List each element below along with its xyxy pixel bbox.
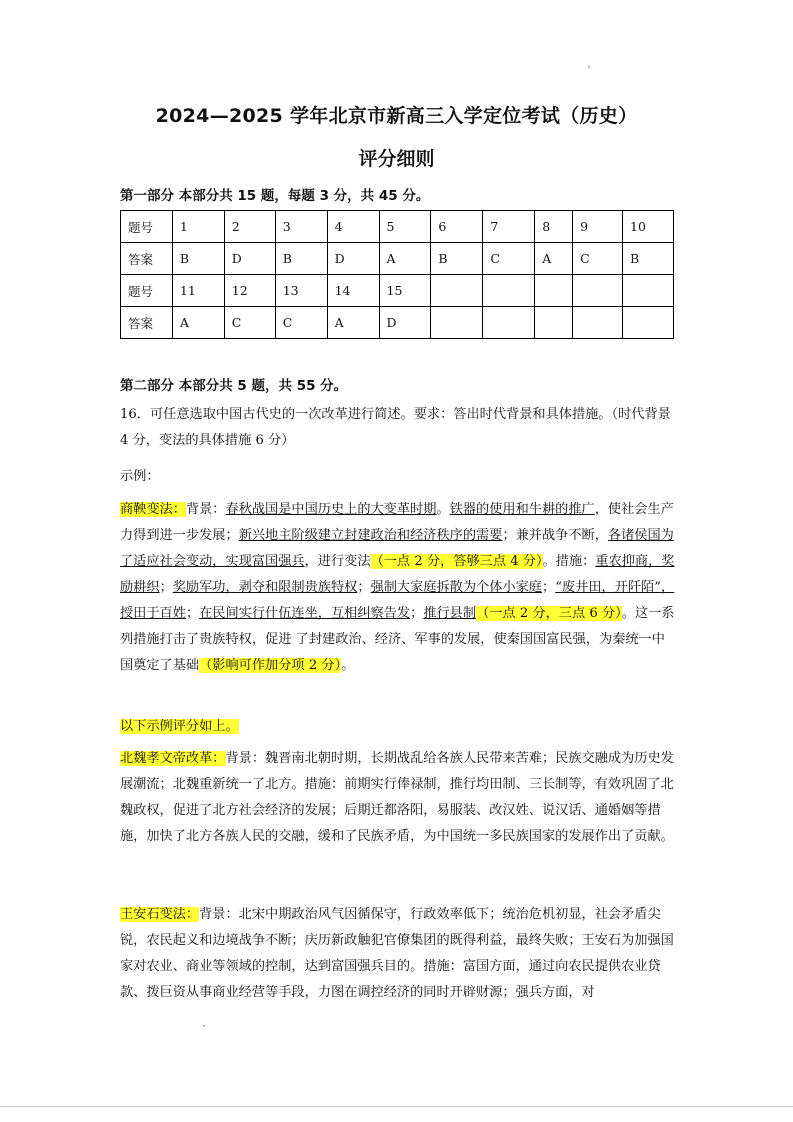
answer-cell: C xyxy=(224,307,275,339)
answer-cell: 8 xyxy=(535,211,573,243)
answer-cell xyxy=(483,307,535,339)
answer-cell: 9 xyxy=(573,211,623,243)
text-segment: ，使社会生产力得到进一步发展； xyxy=(120,502,674,543)
shang-yang-answer xyxy=(120,497,676,679)
beiwei-text: 背景：魏晋南北朝时期，长期战乱给各族人民带来苦难；民族交融成为历史发展潮流；北魏重新统一了北方。措施：前期实行俸禄制，推行均田制、三长制等，有效巩固了北魏政权，促进了北方社会经济的发展；后期迁都洛阳，易服装、改汉姓、说汉话、通婚姻等措施，加快了北方各族人民的交融，缓和了民族矛盾，为中国统一多民族国家的发展作出了贡献。 xyxy=(120,751,674,844)
answer-cell: 6 xyxy=(431,211,483,243)
speck-mark xyxy=(203,1025,205,1027)
scoring-point: 在民间实行什伍连坐，互相纠察告发 xyxy=(199,606,411,621)
example-label: 示例： xyxy=(120,469,160,484)
answer-cell: D xyxy=(224,243,275,275)
row-header-cell: 题号 xyxy=(121,275,173,307)
answer-cell: 2 xyxy=(224,211,275,243)
answer-cell: 14 xyxy=(327,275,379,307)
answer-table xyxy=(120,210,674,339)
scoring-note-text: 以下示例评分如上。 xyxy=(120,719,239,734)
scoring-point: 重农抑商，奖励耕织 xyxy=(120,554,675,595)
answer-cell xyxy=(431,307,483,339)
speck-mark xyxy=(588,66,590,68)
answer-cell: 15 xyxy=(379,275,431,307)
answer-table-row xyxy=(121,307,674,339)
score-note: （一点 2 分，答够三点 4 分） xyxy=(370,554,543,569)
answer-cell: 7 xyxy=(483,211,535,243)
scoring-point: 春秋战国是中国历史上的大变革时期 xyxy=(225,502,437,517)
scoring-point: 推行县制 xyxy=(423,606,477,621)
answer-cell: 5 xyxy=(379,211,431,243)
scoring-point: “废井田，开阡陌”，授田于百姓 xyxy=(120,580,675,621)
text-segment: ； xyxy=(410,606,424,621)
answer-table-body xyxy=(121,211,674,339)
answer-cell: 1 xyxy=(172,211,224,243)
part2-heading: 第二部分 本部分共 5 题，共 55 分。 xyxy=(120,378,348,394)
question-16: 16．可任意选取中国古代史的一次改革进行简述。要求：答出时代背景和具体措施。（时代背景 4 分，变法的具体措施 6 分） xyxy=(120,407,671,448)
answer-cell xyxy=(431,275,483,307)
scoring-point: 强制大家庭拆散为个体小家庭 xyxy=(370,580,542,595)
part1-heading: 第一部分 本部分共 15 题，每题 3 分，共 45 分。 xyxy=(120,188,430,204)
text-segment: ； xyxy=(357,580,371,595)
answer-cell: A xyxy=(172,307,224,339)
answer-cell: 12 xyxy=(224,275,275,307)
row-header-cell: 题号 xyxy=(121,211,173,243)
text-segment: 。这一系列措施打击了贵族特权，促进 了封建政治、经济、军事的发展，使秦国国富民强，为秦统一中国奠定了基础 xyxy=(120,606,675,673)
answer-cell: A xyxy=(535,243,573,275)
answer-cell xyxy=(623,307,674,339)
answer-cell: C xyxy=(483,243,535,275)
score-note: （一点 2 分，三点 6 分） xyxy=(476,606,622,621)
answer-cell: 10 xyxy=(623,211,674,243)
answer-cell: A xyxy=(327,307,379,339)
beiwei-label: 北魏孝文帝改革： xyxy=(120,751,226,766)
answer-table-row xyxy=(121,275,674,307)
answer-cell: 11 xyxy=(172,275,224,307)
page-subtitle: 评分细则 xyxy=(358,148,435,170)
scoring-point: 新兴地主阶级建立封建政治和经济秩序的需要 xyxy=(238,528,503,543)
answer-cell: 3 xyxy=(275,211,327,243)
answer-cell: D xyxy=(379,307,431,339)
answer-cell xyxy=(573,275,623,307)
answer-cell: B xyxy=(275,243,327,275)
row-header-cell: 答案 xyxy=(121,307,173,339)
row-header-cell: 答案 xyxy=(121,243,173,275)
text-segment: 。 xyxy=(341,658,355,673)
answer-cell xyxy=(623,275,674,307)
answer-cell: B xyxy=(623,243,674,275)
answer-cell: D xyxy=(327,243,379,275)
page-bottom-rule xyxy=(0,1106,793,1107)
text-segment: ； xyxy=(542,580,556,595)
wang-anshi-label: 王安石变法： xyxy=(120,907,200,922)
scoring-point: 铁器的使用和牛耕的推广 xyxy=(449,502,595,517)
scoring-point: 奖励军功，剥夺和限制贵族特权 xyxy=(172,580,358,595)
answer-cell: C xyxy=(573,243,623,275)
shang-yang-label: 商鞅变法： xyxy=(120,502,186,517)
answer-table-row xyxy=(121,211,674,243)
score-note: （影响可作加分项 2 分） xyxy=(199,658,342,673)
wang-anshi-answer xyxy=(120,902,676,1006)
text-segment: 背景： xyxy=(185,502,226,517)
scoring-point: 各诸侯国为了适应社会变动，实现富国强兵 xyxy=(120,528,674,569)
text-segment: 。措施： xyxy=(542,554,596,569)
scoring-note xyxy=(120,714,676,740)
answer-cell: C xyxy=(275,307,327,339)
answer-cell: B xyxy=(431,243,483,275)
answer-cell xyxy=(573,307,623,339)
text-segment: ； xyxy=(159,580,173,595)
wang-anshi-text: 背景：北宋中期政治风气因循保守，行政效率低下；统治危机初显，社会矛盾尖锐，农民起义和边境战争不断；庆历新政触犯官僚集团的既得利益，最终失败；王安石为加强国家对农业、商业等领域的控制，达到富国强兵目的。措施：富国方面，通过向农民提供农业贷款、拨巨资从事商业经营等手段，力图在调控经济的同时开辟财源；强兵方面，对 xyxy=(120,907,674,1000)
answer-cell: A xyxy=(379,243,431,275)
answer-cell: 13 xyxy=(275,275,327,307)
answer-cell xyxy=(535,275,573,307)
beiwei-answer xyxy=(120,746,676,850)
answer-table-row xyxy=(121,243,674,275)
page-title: 2024—2025 学年北京市新高三入学定位考试（历史） xyxy=(155,105,638,127)
answer-cell xyxy=(483,275,535,307)
answer-cell xyxy=(535,307,573,339)
text-segment: ； xyxy=(185,606,200,621)
text-segment: 。 xyxy=(436,502,450,517)
text-segment: ；兼并战争不断， xyxy=(502,528,608,543)
answer-cell: B xyxy=(172,243,224,275)
answer-cell: 4 xyxy=(327,211,379,243)
text-segment: ，进行变法 xyxy=(304,554,371,569)
